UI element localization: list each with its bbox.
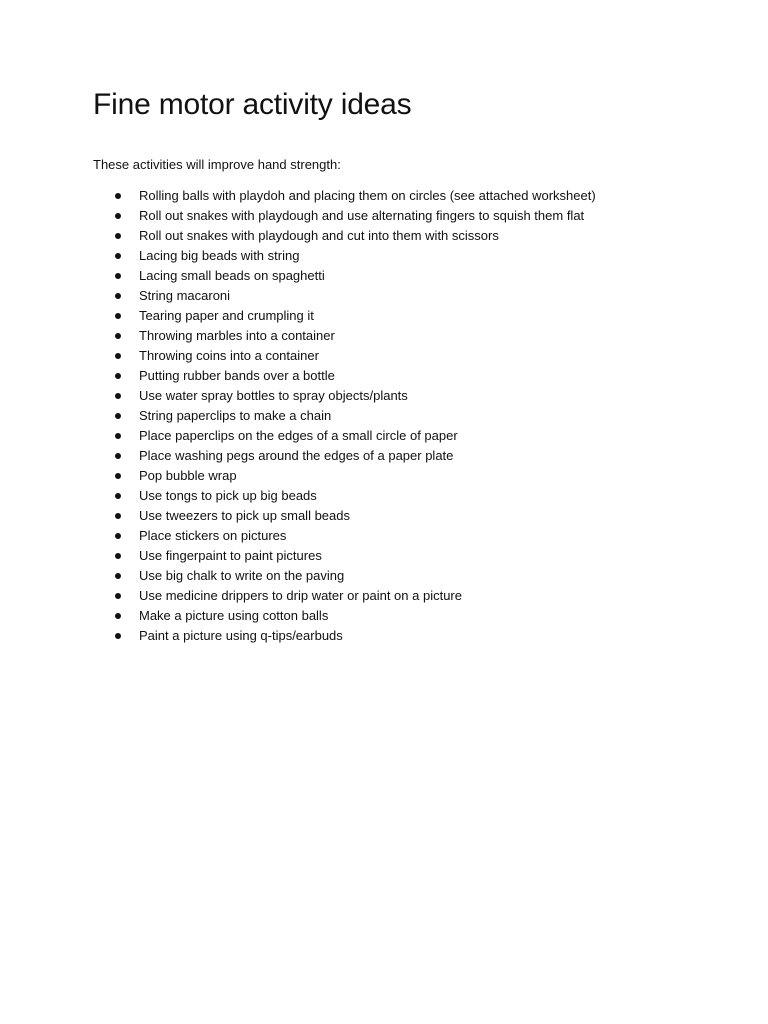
list-item — [93, 546, 713, 566]
list-item-text: Place stickers on pictures — [139, 528, 287, 543]
bullet-icon — [115, 373, 121, 379]
list-item — [93, 226, 713, 246]
bullet-icon — [115, 393, 121, 399]
bullet-icon — [115, 573, 121, 579]
bullet-icon — [115, 593, 121, 599]
list-item — [93, 606, 713, 626]
list-item-text: Use fingerpaint to paint pictures — [139, 548, 322, 563]
list-item-text: Rolling balls with playdoh and placing them on circles (see attached worksheet) — [139, 188, 596, 203]
list-item — [93, 626, 713, 646]
bullet-icon — [115, 213, 121, 219]
bullet-icon — [115, 413, 121, 419]
list-item — [93, 566, 713, 586]
bullet-icon — [115, 473, 121, 479]
list-item-text: Roll out snakes with playdough and cut into them with scissors — [139, 228, 499, 243]
list-item — [93, 266, 713, 286]
bullet-icon — [115, 453, 121, 459]
bullet-icon — [115, 533, 121, 539]
list-item-text: Use water spray bottles to spray objects/plants — [139, 388, 408, 403]
list-item-text: Lacing big beads with string — [139, 248, 300, 263]
bullet-icon — [115, 253, 121, 259]
bullet-icon — [115, 493, 121, 499]
list-item-text: Use medicine drippers to drip water or paint on a picture — [139, 588, 462, 603]
bullet-icon — [115, 193, 121, 199]
list-item — [93, 306, 713, 326]
bullet-icon — [115, 293, 121, 299]
list-item — [93, 326, 713, 346]
list-item — [93, 586, 713, 606]
list-item — [93, 386, 713, 406]
bullet-icon — [115, 513, 121, 519]
list-item — [93, 286, 713, 306]
bullet-icon — [115, 313, 121, 319]
list-item-text: String macaroni — [139, 288, 231, 303]
bullet-icon — [115, 233, 121, 239]
bullet-icon — [115, 333, 121, 339]
bullet-icon — [115, 433, 121, 439]
list-item — [93, 346, 713, 366]
list-item — [93, 426, 713, 446]
list-item — [93, 446, 713, 466]
list-item-text: Putting rubber bands over a bottle — [139, 368, 335, 383]
list-item-text: Tearing paper and crumpling it — [139, 308, 314, 323]
list-item-text: Roll out snakes with playdough and use alternating fingers to squish them flat — [139, 208, 585, 223]
bullet-icon — [115, 613, 121, 619]
list-item — [93, 206, 713, 226]
list-item-text: Place washing pegs around the edges of a paper plate — [139, 448, 454, 463]
bullet-icon — [115, 553, 121, 559]
list-item — [93, 526, 713, 546]
list-item-text: String paperclips to make a chain — [139, 408, 332, 423]
list-item-text: Use tongs to pick up big beads — [139, 488, 317, 503]
list-item-text: Lacing small beads on spaghetti — [139, 268, 325, 283]
list-item — [93, 366, 713, 386]
bullet-icon — [115, 353, 121, 359]
list-item-text: Use big chalk to write on the paving — [139, 568, 345, 583]
list-item-text: Use tweezers to pick up small beads — [139, 508, 350, 523]
activity-list — [93, 186, 713, 646]
list-item — [93, 406, 713, 426]
list-item-text: Pop bubble wrap — [139, 468, 237, 483]
page-title: Fine motor activity ideas — [93, 88, 412, 121]
list-item-text: Throwing coins into a container — [139, 348, 319, 363]
list-item-text: Throwing marbles into a container — [139, 328, 335, 343]
intro-text: These activities will improve hand strength: — [93, 157, 341, 172]
list-item — [93, 506, 713, 526]
bullet-icon — [115, 273, 121, 279]
list-item — [93, 466, 713, 486]
list-item — [93, 486, 713, 506]
list-item — [93, 186, 713, 206]
list-item-text: Paint a picture using q-tips/earbuds — [139, 628, 343, 643]
bullet-icon — [115, 633, 121, 639]
list-item-text: Make a picture using cotton balls — [139, 608, 329, 623]
list-item-text: Place paperclips on the edges of a small circle of paper — [139, 428, 458, 443]
list-item — [93, 246, 713, 266]
